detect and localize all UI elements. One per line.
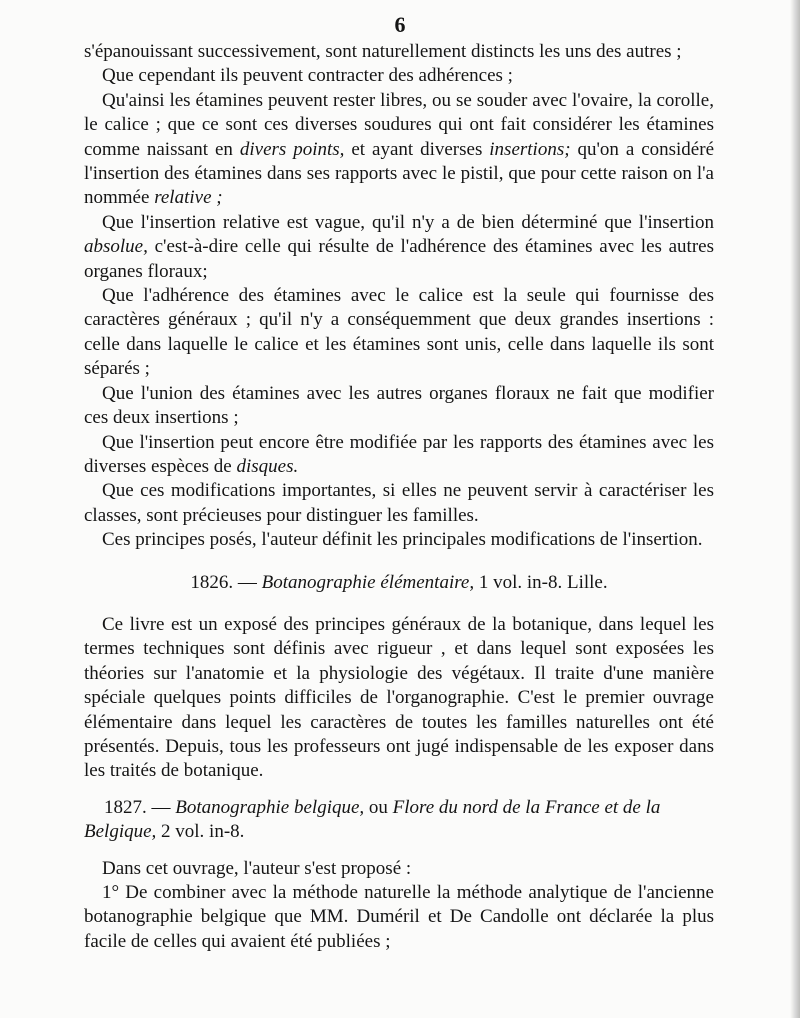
- paragraph-calice: Que l'adhérence des étamines avec le calice est la seule qui fournisse des caractères généraux ; qu'il n'y a conséquemment que deux grandes insertions : celle dans laquelle le calice et les étamines sont unis, celle dans laquelle ils sont séparés ;: [84, 285, 714, 380]
- paragraph-disques: Que l'insertion peut encore être modifiée par les rapports des étamines avec les diverses espèces de disques.: [84, 431, 714, 477]
- paragraph-livre: Ce livre est un exposé des principes généraux de la botanique, dans lequel les termes techniques sont définis avec rigueur , et dans lequel sont exposées les théories sur l'anatomie et la physiologie des végétaux. Il traite d'une manière spéciale quelques points difficiles de l'organographie. C'est le premier ouvrage élémentaire dans lequel les caractères de toutes les familles naturelles ont été présentés. Depuis, tous les professeurs ont jugé indispensable de les exposer dans les traités de botanique.: [84, 613, 714, 782]
- paragraph-insertion-absolue: Que l'insertion relative est vague, qu'il n'y a de bien déterminé que l'insertion absolue, c'est-à-dire celle qui résulte de l'adhérence des étamines avec les autres organes floraux;: [84, 211, 714, 282]
- entry-heading-1826: 1826. — Botanographie élémentaire, 1 vol. in-8. Lille.: [190, 571, 608, 593]
- section-gap: [84, 553, 714, 571]
- paragraph-union: Que l'union des étamines avec les autres organes floraux ne fait que modifier ces deux insertions ;: [84, 382, 714, 429]
- paragraph-ouvrage: Dans cet ouvrage, l'auteur s'est proposé :: [102, 857, 412, 879]
- emphasis-divers-points: divers points,: [239, 138, 345, 160]
- emphasis-disques: disques.: [236, 455, 299, 477]
- section-gap: [84, 595, 714, 613]
- paragraph-combiner: 1° De combiner avec la méthode naturelle la méthode analytique de l'ancienne botanographie belgique que MM. Duméril et De Candolle ont déclarée la plus facile de celles qui avaient été publiées ;: [84, 882, 714, 952]
- paragraph-principes: Ces principes posés, l'auteur définit les principales modifications de l'insertion.: [102, 529, 703, 551]
- title-botanographie-elementaire: Botanographie élémentaire,: [261, 571, 475, 593]
- title-flore-du-nord: Flore du nord de la France et de la Belgique,: [84, 796, 661, 843]
- paragraph-soudures: Qu'ainsi les étamines peuvent rester libres, ou se souder avec l'ovaire, la corolle, le calice ; que ce sont ces diverses soudures qui ont fait considérer les étamines comme naissant en divers points, et ayant diverses insertions; qu'on a considéré l'insertion des étamines dans ses rapports avec le pistil, que pour cette raison on l'a nommée relative ;: [84, 89, 715, 209]
- page-number: 6: [394, 12, 406, 37]
- section-gap: [84, 845, 714, 857]
- paragraph-modifications: Que ces modifications importantes, si elles ne peuvent servir à caractériser les classes, sont précieuses pour distinguer les familles.: [84, 480, 714, 526]
- emphasis-absolue: absolue,: [84, 236, 148, 258]
- emphasis-relative: relative ;: [154, 187, 223, 209]
- paragraph-adherences: Que cependant ils peuvent contracter des adhérences ;: [102, 65, 513, 87]
- paragraph-continuation: s'épanouissant successivement, sont naturellement distincts les uns des autres ;: [84, 41, 682, 62]
- emphasis-insertions: insertions;: [489, 138, 571, 160]
- page-body: [84, 40, 714, 954]
- entry-heading-1827: 1827. — Botanographie belgique, ou Flore du nord de la France et de la Belgique, 2 vol. in-8.: [84, 796, 661, 843]
- section-gap: [84, 784, 714, 796]
- title-botanographie-belgique: Botanographie belgique,: [175, 796, 365, 818]
- page-edge-shadow: [790, 0, 800, 1018]
